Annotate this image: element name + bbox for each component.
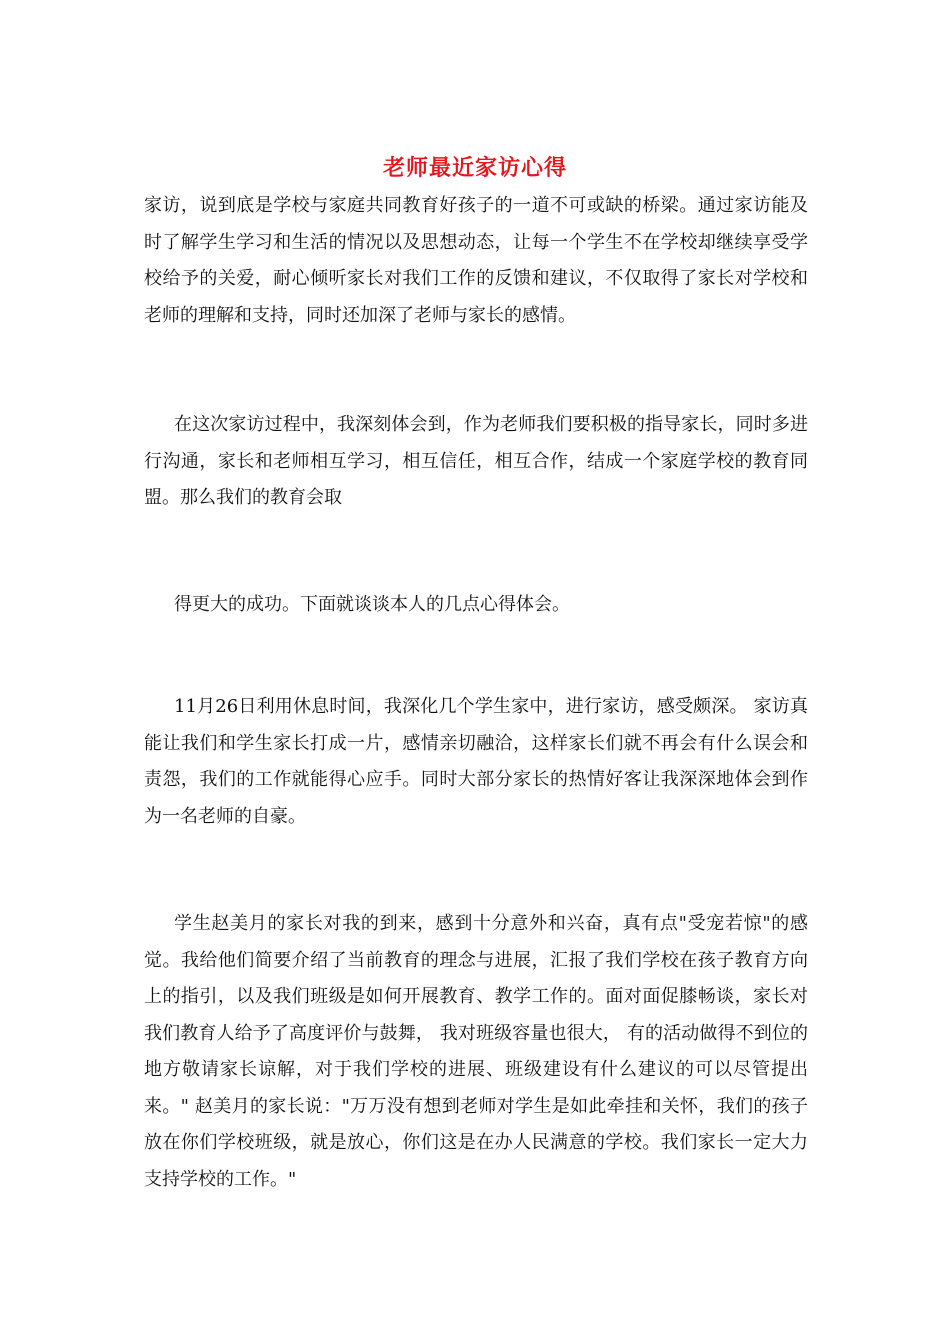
paragraph-4: 11月26日利用休息时间，我深化几个学生家中，进行家访，感受颇深。 家访真能让我们和学生家长打成一片，感情亲切融洽，这样家长们就不再会有什么误会和责怨，我们的工作就能得心应手。同时大部分家长的热情好客让我深深地体会到作为一名老师的自豪。	[144, 696, 808, 827]
document-title: 老师最近家访心得	[382, 155, 567, 181]
paragraph-1: 家访，说到底是学校与家庭共同教育好孩子的一道不可或缺的桥梁。通过家访能及时了解学生学习和生活的情况以及思想动态，让每一个学生不在学校却继续享受学校给予的关爱，耐心倾听家长对我们工作的反馈和建议，不仅取得了家长对学校和老师的理解和支持，同时还加深了老师与家长的感情。	[144, 195, 808, 326]
paragraph-5: 学生赵美月的家长对我的到来，感到十分意外和兴奋，真有点"受宠若惊"的感觉。我给他们简要介绍了当前教育的理念与进展，汇报了我们学校在孩子教育方向上的指引，以及我们班级是如何开展教育、教学工作的。面对面促膝畅谈，家长对我们教育人给予了高度评价与鼓舞， 我对班级容量也很大， 有的活动做得不到位的地方敬请家长谅解，对于我们学校的进展、班级建设有什么建议的可以尽管提出来。" 赵美月的家长说："万万没有想到老师对学生是如此牵挂和关怀，我们的孩子放在你们学校班级，就是放心，你们这是在办人民满意的学校。我们家长一定大力支持学校的工作。"	[144, 913, 808, 1190]
paragraph-3: 得更大的成功。下面就谈谈本人的几点心得体会。	[174, 594, 570, 615]
paragraph-2: 在这次家访过程中，我深刻体会到，作为老师我们要积极的指导家长，同时多进行沟通，家长和老师相互学习，相互信任，相互合作，结成一个家庭学校的教育同盟。那么我们的教育会取	[144, 414, 808, 508]
